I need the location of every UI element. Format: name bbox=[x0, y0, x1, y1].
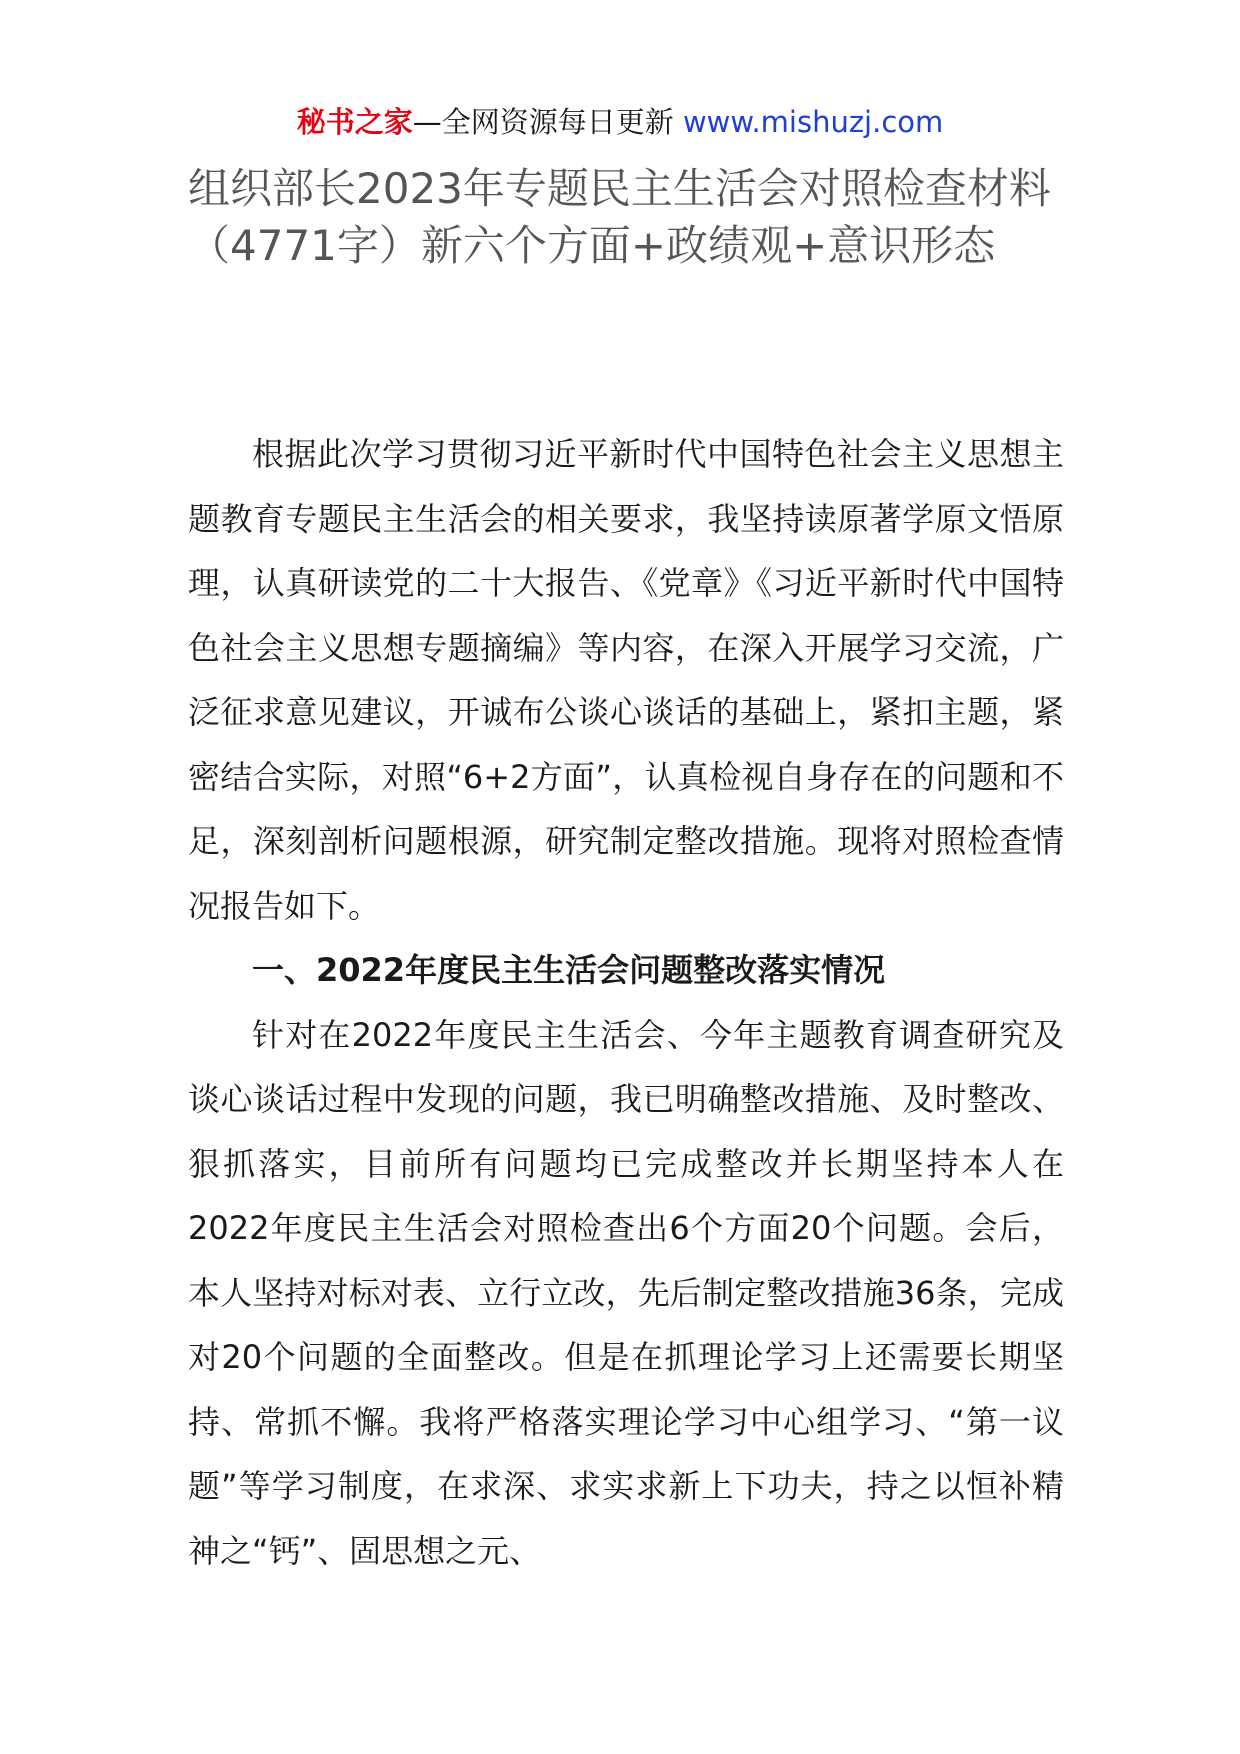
brand-name: 秘书之家 bbox=[296, 105, 413, 139]
site-banner bbox=[0, 100, 1240, 144]
intro-paragraph: 根据此次学习贯彻习近平新时代中国特色社会主义思想主题教育专题民主生活会的相关要求，我坚持读原著学原文悟原理，认真研读党的二十大报告、《党章》《习近平新时代中国特色社会主义思想专题摘编》等内容，在深入开展学习交流，广泛征求意见建议，开诚布公谈心谈话的基础上，紧扣主题，紧密结合实际，对照“6+2方面”，认真检视自身存在的问题和不足，深刻剖析问题根源，研究制定整改措施。现将对照检查情况报告如下。 bbox=[188, 435, 1064, 925]
document-body bbox=[188, 422, 1064, 1583]
section-heading: 一、2022年度民主生活会问题整改落实情况 bbox=[252, 951, 886, 989]
section-paragraph: 针对在2022年度民主生活会、今年主题教育调查研究及谈心谈话过程中发现的问题，我已明确整改措施、及时整改、狠抓落实，目前所有问题均已完成整改并长期坚持本人在2022年度民主生活会对照检查出6个方面20个问题。会后，本人坚持对标对表、立行立改，先后制定整改措施36条，完成对20个问题的全面整改。但是在抓理论学习上还需要长期坚持、常抓不懈。我将严格落实理论学习中心组学习、“第一议题”等学习制度，在求深、求实求新上下功夫，持之以恒补精神之“钙”、固思想之元、 bbox=[188, 1015, 1064, 1570]
site-url-link[interactable]: www.mishuzj.com bbox=[682, 105, 944, 139]
banner-slogan: —全网资源每日更新 bbox=[412, 105, 683, 139]
document-title: 组织部长2023年专题民主生活会对照检查材料（4771字）新六个方面+政绩观+意识形态 bbox=[188, 164, 1051, 270]
